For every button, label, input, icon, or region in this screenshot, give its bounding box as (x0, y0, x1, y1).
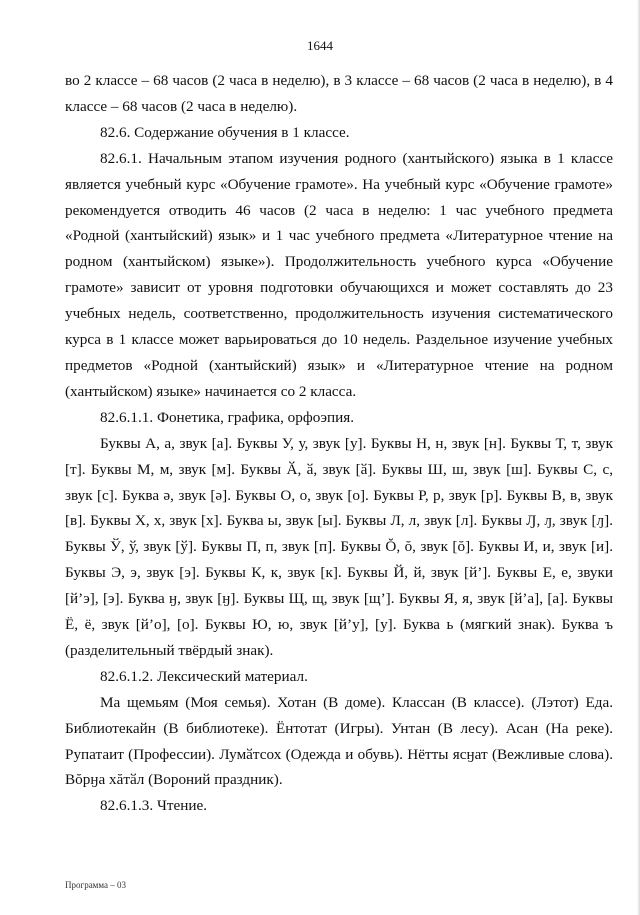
page-footer: Программа – 03 (65, 880, 127, 890)
paragraph: Ма щемьям (Моя семья). Хотан (В доме). Классан (В классе). (Лэтот) Еда. Библиотекайн (В библиотеке). Ёнтотат (Игры). Унтан (В лесу). Асан (На реке). Рупатаит (Профессии). Лумӑтсох (Одежда и обувь). Нётты ясӈат (Вежливые слова). Вŏрӈа хăтӑл (Вороний праздник). (65, 693, 613, 789)
body-text (65, 68, 613, 819)
section-heading: 82.6.1.3. Чтение. (100, 797, 207, 815)
section-heading: 82.6. Содержание обучения в 1 классе. (100, 123, 350, 141)
section-heading: 82.6.1.2. Лексический материал. (100, 667, 308, 685)
paragraph: 82.6.1. Начальным этапом изучения родного (хантыйского) языка в 1 классе является учебный курс «Обучение грамоте». На учебный курс «Обучение грамоте» рекомендуется отводить 46 часов (2 часа в неделю: 1 час учебного предмета «Родной (хантыйский) язык» и 1 час учебного предмета «Литературное чтение на родном (хантыйском) языке»). Продолжительность учебного курса «Обучение грамоте» зависит от уровня подготовки обучающихся и может составлять до 23 учебных недель, соответственно, продолжительность изучения систематического курса в 1 классе может варьироваться до 10 недель. Раздельное изучение учебных предметов «Родной (хантыйский) язык» и «Литературное чтение на родном (хантыйском) языке» начинается со 2 класса. (65, 149, 613, 400)
paragraph: во 2 классе – 68 часов (2 часа в неделю), в 3 классе – 68 часов (2 часа в неделю), в 4 классе – 68 часов (2 часа в неделю). (65, 72, 613, 115)
section-heading: 82.6.1.1. Фонетика, графика, орфоэпия. (100, 408, 355, 426)
paragraph: Буквы А, а, звук [а]. Буквы У, у, звук [у]. Буквы Н, н, звук [н]. Буквы Т, т, звук [т]. Буквы М, м, звук [м]. Буквы Ӑ, ӑ, звук [ӑ]. Буквы Ш, ш, звук [ш]. Буквы С, с, звук [с]. Буква ә, звук [ә]. Буквы О, о, звук [о]. Буквы Р, р, звук [р]. Буквы В, в, звук [в]. Буквы Х, х, звук [х]. Буква ы, звук [ы]. Буквы Л, л, звук [л]. Буквы Ԓ, ԓ, звук [ԓ]. Буквы Ў, ў, звук [ў]. Буквы П, п, звук [п]. Буквы Ŏ, ŏ, звук [ŏ]. Буквы И, и, звук [и]. Буквы Э, э, звук [э]. Буквы К, к, звук [к]. Буквы Й, й, звук [й’]. Буквы Е, е, звуки [й’э], [э]. Буква ӈ, звук [ӈ]. Буквы Щ, щ, звук [щ’]. Буквы Я, я, звук [й’а], [а]. Буквы Ё, ё, звук [й’о], [о]. Буквы Ю, ю, звук [й’у], [у]. Буква ь (мягкий знак). Буква ъ (разделительный твёрдый знак). (65, 434, 613, 659)
page-number: 1644 (307, 38, 333, 53)
